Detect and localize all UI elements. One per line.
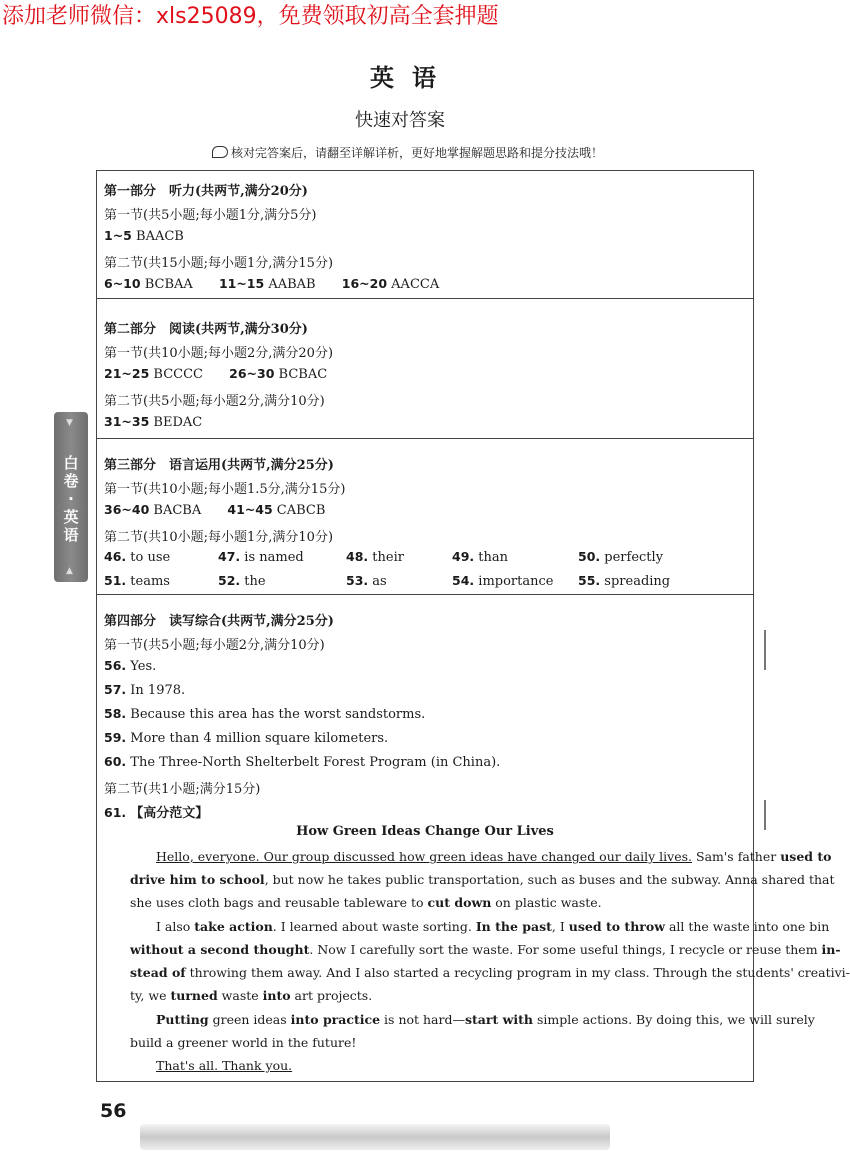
part3-sec1-title: 第一节(共10小题;每小题1.5分,满分15分) <box>104 482 346 497</box>
fill-answer: 48. their <box>346 549 404 565</box>
page-title: 英语 <box>370 63 454 92</box>
essay-line: Hello, everyone. Our group discussed how green ideas have changed our daily lives. Sam's father used to <box>156 849 832 864</box>
answer-row: 36~40 BACBA 41~45 CABCB <box>104 502 326 518</box>
side-tab-label: 白卷·英语 <box>63 454 79 544</box>
arrow-up-icon: ▲ <box>66 566 73 576</box>
essay-line: ty, we turned waste into art projects. <box>130 988 373 1003</box>
part4-heading: 第四部分 读写综合(共两节,满分25分) <box>104 614 334 629</box>
fill-answer: 46. to use <box>104 549 171 565</box>
part2-sec2-title: 第二节(共5小题;每小题2分,满分10分) <box>104 394 325 409</box>
fill-answer: 47. is named <box>218 549 304 565</box>
answer-row: 6~10 BCBAA 11~15 AABAB 16~20 AACCA <box>104 276 440 292</box>
section-divider <box>96 438 754 439</box>
answer-row: 58. Because this area has the worst sandstorms. <box>104 706 426 722</box>
answer-row: 57. In 1978. <box>104 682 186 698</box>
answer-row: 56. Yes. <box>104 658 157 674</box>
fill-answer: 49. than <box>452 549 509 565</box>
part3-sec2-title: 第二节(共10小题;每小题1分,满分10分) <box>104 530 334 545</box>
tip-line <box>212 144 603 161</box>
side-tab <box>54 412 88 582</box>
answer-row: 21~25 BCCCC 26~30 BCBAC <box>104 366 328 382</box>
fill-answer: 53. as <box>346 573 387 589</box>
arrow-down-icon: ▼ <box>66 418 73 428</box>
page-number: 56 <box>100 1100 127 1122</box>
essay-line: she uses cloth bags and reusable tableware to cut down on plastic waste. <box>130 895 602 910</box>
part4-sec1-title: 第一节(共5小题;每小题2分,满分10分) <box>104 638 325 653</box>
essay-line: That's all. Thank you. <box>156 1058 293 1073</box>
fill-answer: 51. teams <box>104 573 170 589</box>
essay-line: stead of throwing them away. And I also started a recycling program in my class. Through the students' creativi- <box>130 965 850 980</box>
answer-row: 31~35 BEDAC <box>104 414 203 430</box>
essay-line: I also take action. I learned about waste sorting. In the past, I used to throw all the waste into one bin <box>156 919 830 934</box>
essay-line: build a greener world in the future! <box>130 1035 357 1050</box>
fill-answer: 50. perfectly <box>578 549 664 565</box>
answer-row: 59. More than 4 million square kilometers. <box>104 730 389 746</box>
section-divider <box>96 298 754 299</box>
fill-answer: 55. spreading <box>578 573 671 589</box>
answer-row: 1~5 BAACB <box>104 228 184 244</box>
essay-line: Putting green ideas into practice is not hard—start with simple actions. By doing this, we will surely <box>156 1012 815 1027</box>
essay-title: How Green Ideas Change Our Lives <box>296 824 554 839</box>
fill-answer: 52. the <box>218 573 266 589</box>
part1-heading: 第一部分 听力(共两节,满分20分) <box>104 184 308 199</box>
margin-mark <box>764 800 766 830</box>
speech-bubble-icon <box>212 146 228 158</box>
part2-heading: 第二部分 阅读(共两节,满分30分) <box>104 322 308 337</box>
margin-mark <box>764 630 766 670</box>
page-subtitle: 快速对答案 <box>355 110 445 131</box>
q61-label: 61. 【高分范文】 <box>104 805 209 821</box>
tip-text: 核对完答案后，请翻至详解详析，更好地掌握解题思路和提分技法哦！ <box>231 146 604 160</box>
part1-sec2-title: 第二节(共15小题;每小题1分,满分15分) <box>104 256 334 271</box>
promo-banner: 添加老师微信：xls25089，免费领取初高全套押题 <box>0 0 802 34</box>
part4-sec2-title: 第二节(共1小题;满分15分) <box>104 782 261 797</box>
part3-heading: 第三部分 语言运用(共两节,满分25分) <box>104 458 334 473</box>
section-divider <box>96 594 754 595</box>
fill-answer: 54. importance <box>452 573 554 589</box>
essay-line: without a second thought. Now I carefully sort the waste. For some useful things, I recycle or reuse them in- <box>130 942 841 957</box>
part1-sec1-title: 第一节(共5小题;每小题1分,满分5分) <box>104 208 317 223</box>
part2-sec1-title: 第一节(共10小题;每小题2分,满分20分) <box>104 346 334 361</box>
essay-line: drive him to school, but now he takes public transportation, such as buses and the subway. Anna shared that <box>130 872 835 887</box>
answer-row: 60. The Three-North Shelterbelt Forest Program (in China). <box>104 754 501 770</box>
footer-bar <box>140 1124 610 1150</box>
